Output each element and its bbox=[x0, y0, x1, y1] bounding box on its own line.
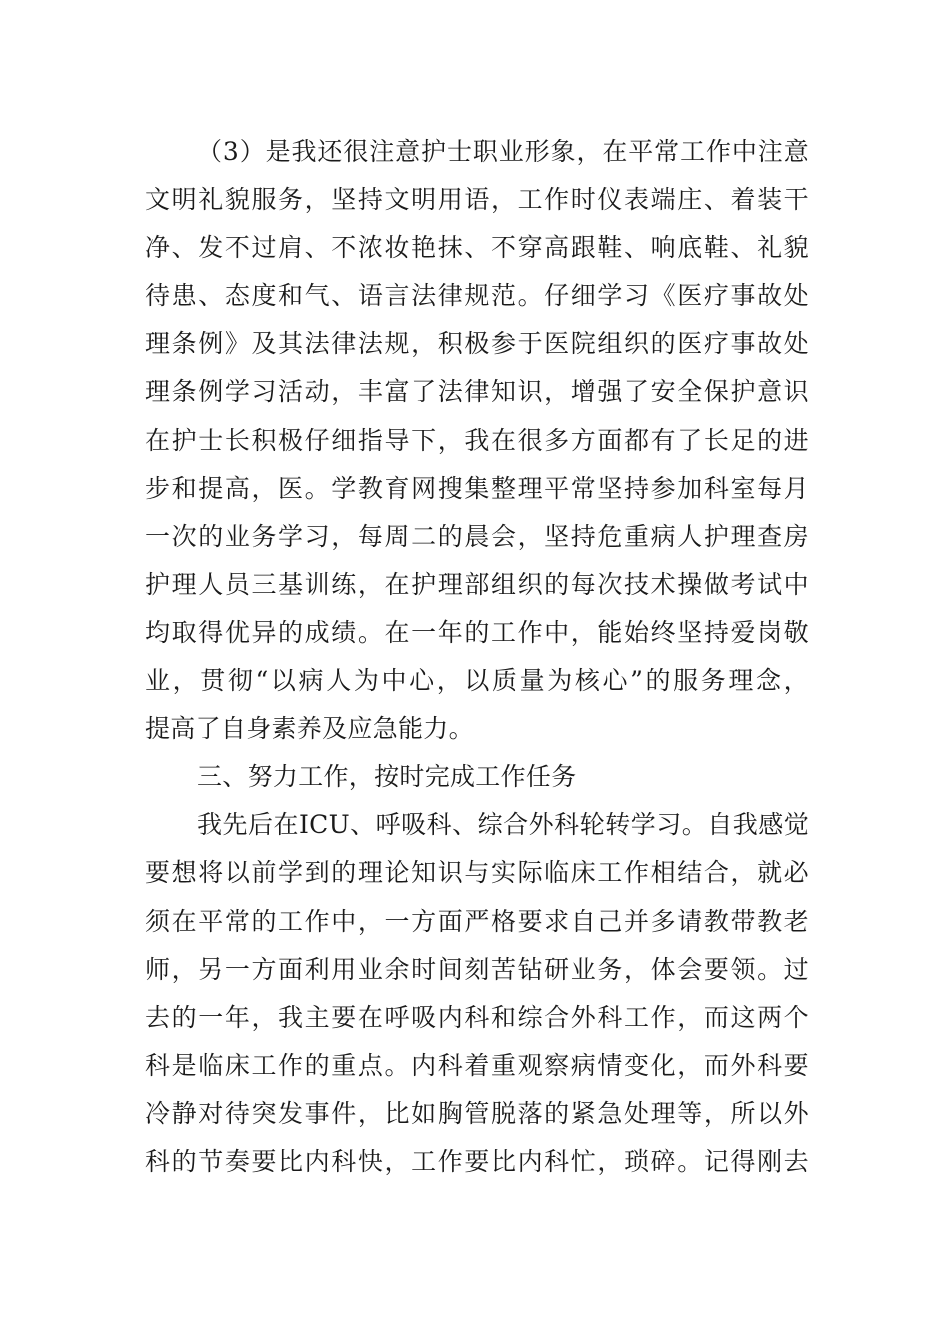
paragraph-2-line-5: 去的一年，我主要在呼吸内科和综合外科工作，而这两个 bbox=[145, 1002, 809, 1032]
paragraph-1-line-4: 待患、态度和气、语言法律规范。仔细学习《医疗事故处 bbox=[145, 281, 809, 311]
paragraph-1-line-7: 在护士长积极仔细指导下，我在很多方面都有了长足的进 bbox=[145, 425, 809, 455]
document-body bbox=[145, 128, 809, 1186]
paragraph-2-line-6: 科是临床工作的重点。内科着重观察病情变化，而外科要 bbox=[145, 1050, 809, 1080]
paragraph-1-line-5: 理条例》及其法律法规，积极参于医院组织的医疗事故处 bbox=[145, 329, 809, 359]
paragraph-2-line-4: 师，另一方面利用业余时间刻苦钻研业务，体会要领。过 bbox=[145, 954, 809, 984]
paragraph-1-line-13: 提高了自身素养及应急能力。 bbox=[145, 714, 474, 744]
paragraph-1-line-9: 一次的业务学习，每周二的晨会，坚持危重病人护理查房 bbox=[145, 521, 809, 551]
paragraph-1-line-6: 理条例学习活动，丰富了法律知识，增强了安全保护意识 bbox=[145, 377, 809, 407]
paragraph-2-line-3: 须在平常的工作中，一方面严格要求自己并多请教带教老 bbox=[145, 906, 809, 936]
paragraph-1-line-3: 净、发不过肩、不浓妆艳抹、不穿高跟鞋、响底鞋、礼貌 bbox=[145, 233, 809, 263]
paragraph-1-line-1: （3）是我还很注意护士职业形象，在平常工作中注意 bbox=[197, 137, 809, 166]
paragraph-2-line-7: 冷静对待突发事件，比如胸管脱落的紧急处理等，所以外 bbox=[145, 1098, 809, 1128]
paragraph-1-line-2: 文明礼貌服务，坚持文明用语，工作时仪表端庄、着装干 bbox=[145, 185, 809, 215]
paragraph-1-line-8: 步和提高，医。学教育网搜集整理平常坚持参加科室每月 bbox=[145, 473, 809, 503]
section-heading: 三、努力工作，按时完成工作任务 bbox=[197, 762, 577, 792]
paragraph-1-line-11: 均取得优异的成绩。在一年的工作中，能始终坚持爱岗敬 bbox=[145, 617, 809, 647]
paragraph-2-line-1: 我先后在ICU、呼吸科、综合外科轮转学习。自我感觉 bbox=[197, 810, 809, 840]
paragraph-1-line-12: 业，贯彻“以病人为中心，以质量为核心”的服务理念， bbox=[145, 666, 809, 696]
paragraph-1-line-10: 护理人员三基训练，在护理部组织的每次技术操做考试中 bbox=[145, 569, 809, 599]
paragraph-2-line-2: 要想将以前学到的理论知识与实际临床工作相结合，就必 bbox=[145, 858, 809, 888]
paragraph-2-line-8: 科的节奏要比内科快，工作要比内科忙，琐碎。记得刚去 bbox=[145, 1146, 809, 1176]
